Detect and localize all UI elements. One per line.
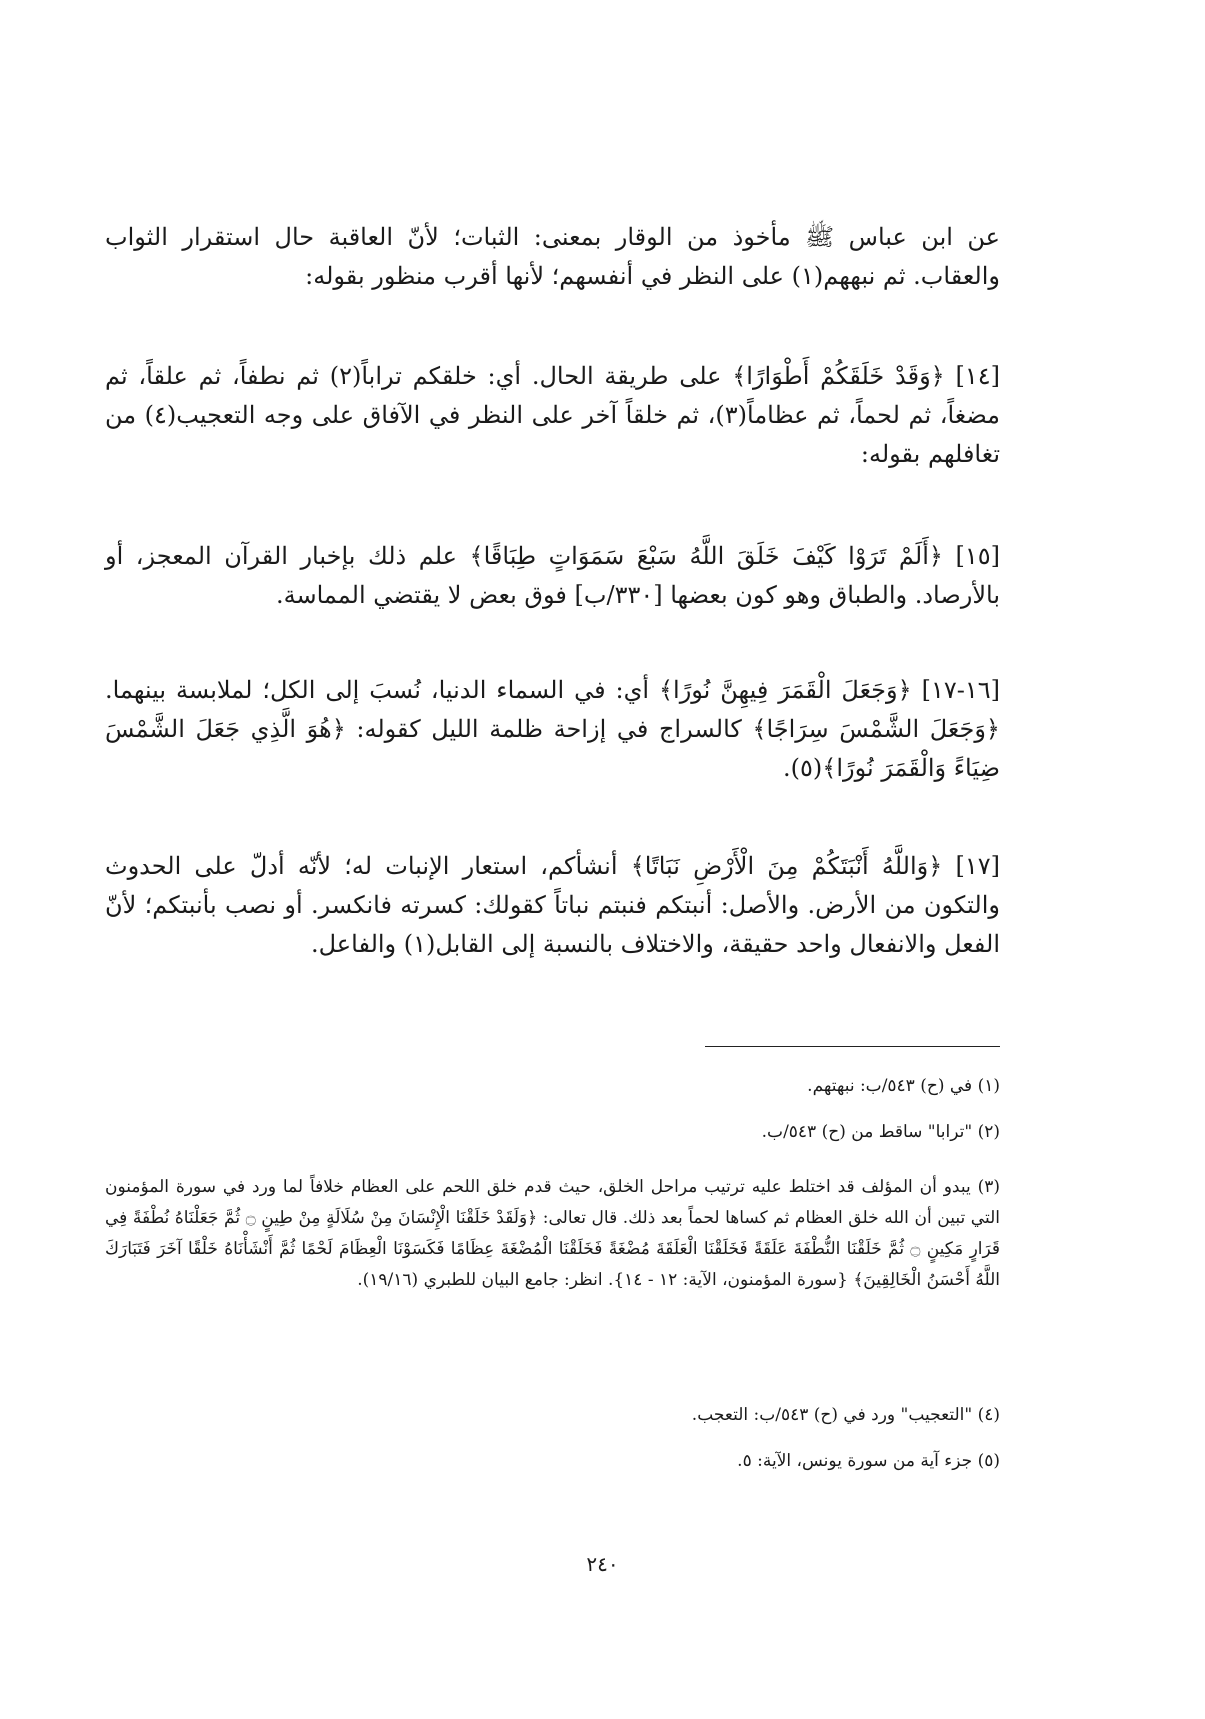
footnote-5: (٥) جزء آية من سورة يونس، الآية: ٥. [737,1451,1000,1471]
body-paragraph-5: [١٧] ﴿وَاللَّهُ أَنْبَتَكُمْ مِنَ الْأَرْضِ نَبَاتًا﴾ أنشأكم، استعار الإنبات له؛ لأنّه أدلّ على الحدوث والتكون من الأرض. والأصل: أنبتكم فنبتم نباتاً كقولك: كسرته فانكسر. أو نصب بأنبتكم؛ لأنّ الفعل والانفعال واحد حقيقة، والاختلاف بالنسبة إلى القابل(١) والفاعل. [105,852,1000,958]
body-paragraph-2: [١٤] ﴿وَقَدْ خَلَقَكُمْ أَطْوَارًا﴾ على طريقة الحال. أي: خلقكم تراباً(٢) ثم نطفاً، ثم علقاً، ثم مضغاً، ثم لحماً، ثم عظاماً(٣)، ثم خلقاً آخر على النظر في الآفاق على وجه التعجيب(٤) من تغافلهم بقوله: [105,362,1000,468]
footnote-separator [705,1046,1000,1047]
footnote-3: (٣) يبدو أن المؤلف قد اختلط عليه ترتيب مراحل الخلق، حيث قدم خلق اللحم على العظام خلافاً لما ورد في سورة المؤمنون التي تبين أن الله خلق العظام ثم كساها لحماً بعد ذلك. قال تعالى: ﴿وَلَقَدْ خَلَقْنَا الْإِنْسَانَ مِنْ سُلَالَةٍ مِنْ طِينٍ ۝ ثُمَّ جَعَلْنَاهُ نُطْفَةً فِي قَرَارٍ مَكِينٍ ۝ ثُمَّ خَلَقْنَا النُّطْفَةَ عَلَقَةً فَخَلَقْنَا الْعَلَقَةَ مُضْغَةً فَخَلَقْنَا الْمُضْغَةَ عِظَامًا فَكَسَوْنَا الْعِظَامَ لَحْمًا ثُمَّ أَنْشَأْنَاهُ خَلْقًا آخَرَ فَتَبَارَكَ اللَّهُ أَحْسَنُ الْخَالِقِينَ﴾ {سورة المؤمنون، الآية: ١٢ - ١٤}. انظر: جامع البيان للطبري (١٩/١٦). [105,1177,1001,1290]
page-number: ٢٤٠ [586,1552,619,1576]
body-paragraph-1: عن ابن عباس ﷺ مأخوذ من الوقار بمعنى: الثبات؛ لأنّ العاقبة حال استقرار الثواب والعقاب. ثم نبههم(١) على النظر في أنفسهم؛ لأنها أقرب منظور بقوله: [105,223,1001,290]
footnote-4: (٤) "التعجيب" ورد في (ح) ٥٤٣/ب: التعجب. [691,1405,1000,1425]
footnote-2: (٢) "ترابا" ساقط من (ح) ٥٤٣/ب. [761,1122,1000,1142]
body-paragraph-3: [١٥] ﴿أَلَمْ تَرَوْا كَيْفَ خَلَقَ اللَّهُ سَبْعَ سَمَوَاتٍ طِبَاقًا﴾ علم ذلك بإخبار القرآن المعجز، أو بالأرصاد. والطباق وهو كون بعضها [٣٣٠/ب] فوق بعض لا يقتضي المماسة. [105,542,1000,609]
body-paragraph-4: [١٦-١٧] ﴿وَجَعَلَ الْقَمَرَ فِيهِنَّ نُورًا﴾ أي: في السماء الدنيا، نُسبَ إلى الكل؛ لملابسة بينهما. ﴿وَجَعَلَ الشَّمْسَ سِرَاجًا﴾ كالسراج في إزاحة ظلمة الليل كقوله: ﴿هُوَ الَّذِي جَعَلَ الشَّمْسَ ضِيَاءً وَالْقَمَرَ نُورًا﴾(٥). [105,676,1000,782]
footnote-1: (١) في (ح) ٥٤٣/ب: نبهتهم. [807,1076,1000,1096]
